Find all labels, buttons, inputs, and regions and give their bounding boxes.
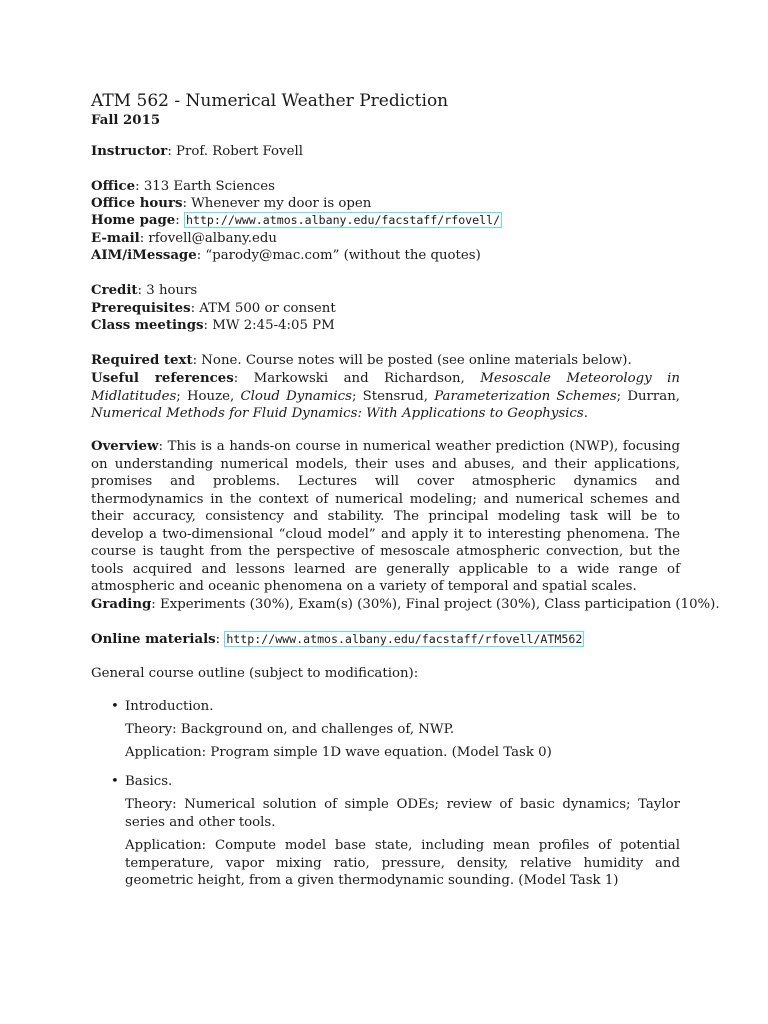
class-meetings-line: Class meetings: MW 2:45-4:05 PM (91, 318, 335, 333)
useful-references: Useful references: Markowski and Richardson, Mesoscale Meteorology in Midlatitudes; Houze, Cloud Dynamics; Stensrud, Parameterization Schemes; Durran, Numerical Methods for Fluid Dynamics: With Applications to Geophysics. (91, 371, 680, 421)
homepage-line: Home page: http://www.atmos.albany.edu/facstaff/rfovell/ (91, 213, 501, 228)
credit-line: Credit: 3 hours (91, 283, 198, 298)
homepage-link[interactable]: http://www.atmos.albany.edu/facstaff/rfovell/ (185, 213, 501, 227)
bullet-icon: • (111, 699, 119, 714)
office-hours-line: Office hours: Whenever my door is open (91, 196, 372, 211)
prereq-line: Prerequisites: ATM 500 or consent (91, 301, 336, 316)
outline-item-introduction (111, 698, 680, 716)
outline-item-title: Basics. (125, 774, 173, 789)
overview-paragraph: Overview: This is a hands-on course in numerical weather prediction (NWP), focusing on understanding numerical models, their uses and abuses, and their applications, promises and problems. Lectures will cover atmospheric dynamics and thermodynamics in the context of numerical modeling; and numerical schemes and their accuracy, consistency and stability. The principal modeling task will be to develop a two-dimensional “cloud model” and apply it to interesting phenomena. The course is taught from the perspective of mesoscale atmospheric convection, but the tools acquired and lessons learned are generally applicable to a wide range of atmospheric and oceanic phenomena on a variety of temporal and spatial scales. (91, 439, 680, 594)
online-materials-link[interactable]: http://www.atmos.albany.edu/facstaff/rfovell/ATM562 (226, 632, 583, 646)
online-materials-line: Online materials: http://www.atmos.albany.edu/facstaff/rfovell/ATM562 (91, 632, 583, 647)
page-title: ATM 562 - Numerical Weather Prediction (91, 91, 449, 111)
bullet-icon: • (111, 774, 119, 789)
aim-line: AIM/iMessage: “parody@mac.com” (without the quotes) (91, 248, 481, 263)
term: Fall 2015 (91, 113, 161, 128)
grading-line: Grading: Experiments (30%), Exam(s) (30%), Final project (30%), Class participation (10%). (91, 597, 720, 612)
office-line: Office: 313 Earth Sciences (91, 179, 275, 194)
required-text-line: Required text: None. Course notes will be posted (see online materials below). (91, 353, 632, 368)
outline-item-application: Application: Compute model base state, including mean profiles of potential temperature, vapor mixing ratio, pressure, density, relative humidity and geometric height, from a given thermodynamic sounding. (Model Task 1) (125, 838, 680, 888)
outline-item-basics (111, 773, 680, 791)
outline-item-theory: Theory: Background on, and challenges of, NWP. (125, 722, 455, 737)
outline-item-theory: Theory: Numerical solution of simple ODEs; review of basic dynamics; Taylor series and other tools. (125, 797, 680, 830)
outline-item-title: Introduction. (125, 699, 214, 714)
instructor-line: Instructor: Prof. Robert Fovell (91, 144, 303, 159)
email-line: E-mail: rfovell@albany.edu (91, 231, 277, 246)
outline-intro: General course outline (subject to modification): (91, 666, 419, 681)
outline-item-application: Application: Program simple 1D wave equation. (Model Task 0) (125, 745, 552, 760)
